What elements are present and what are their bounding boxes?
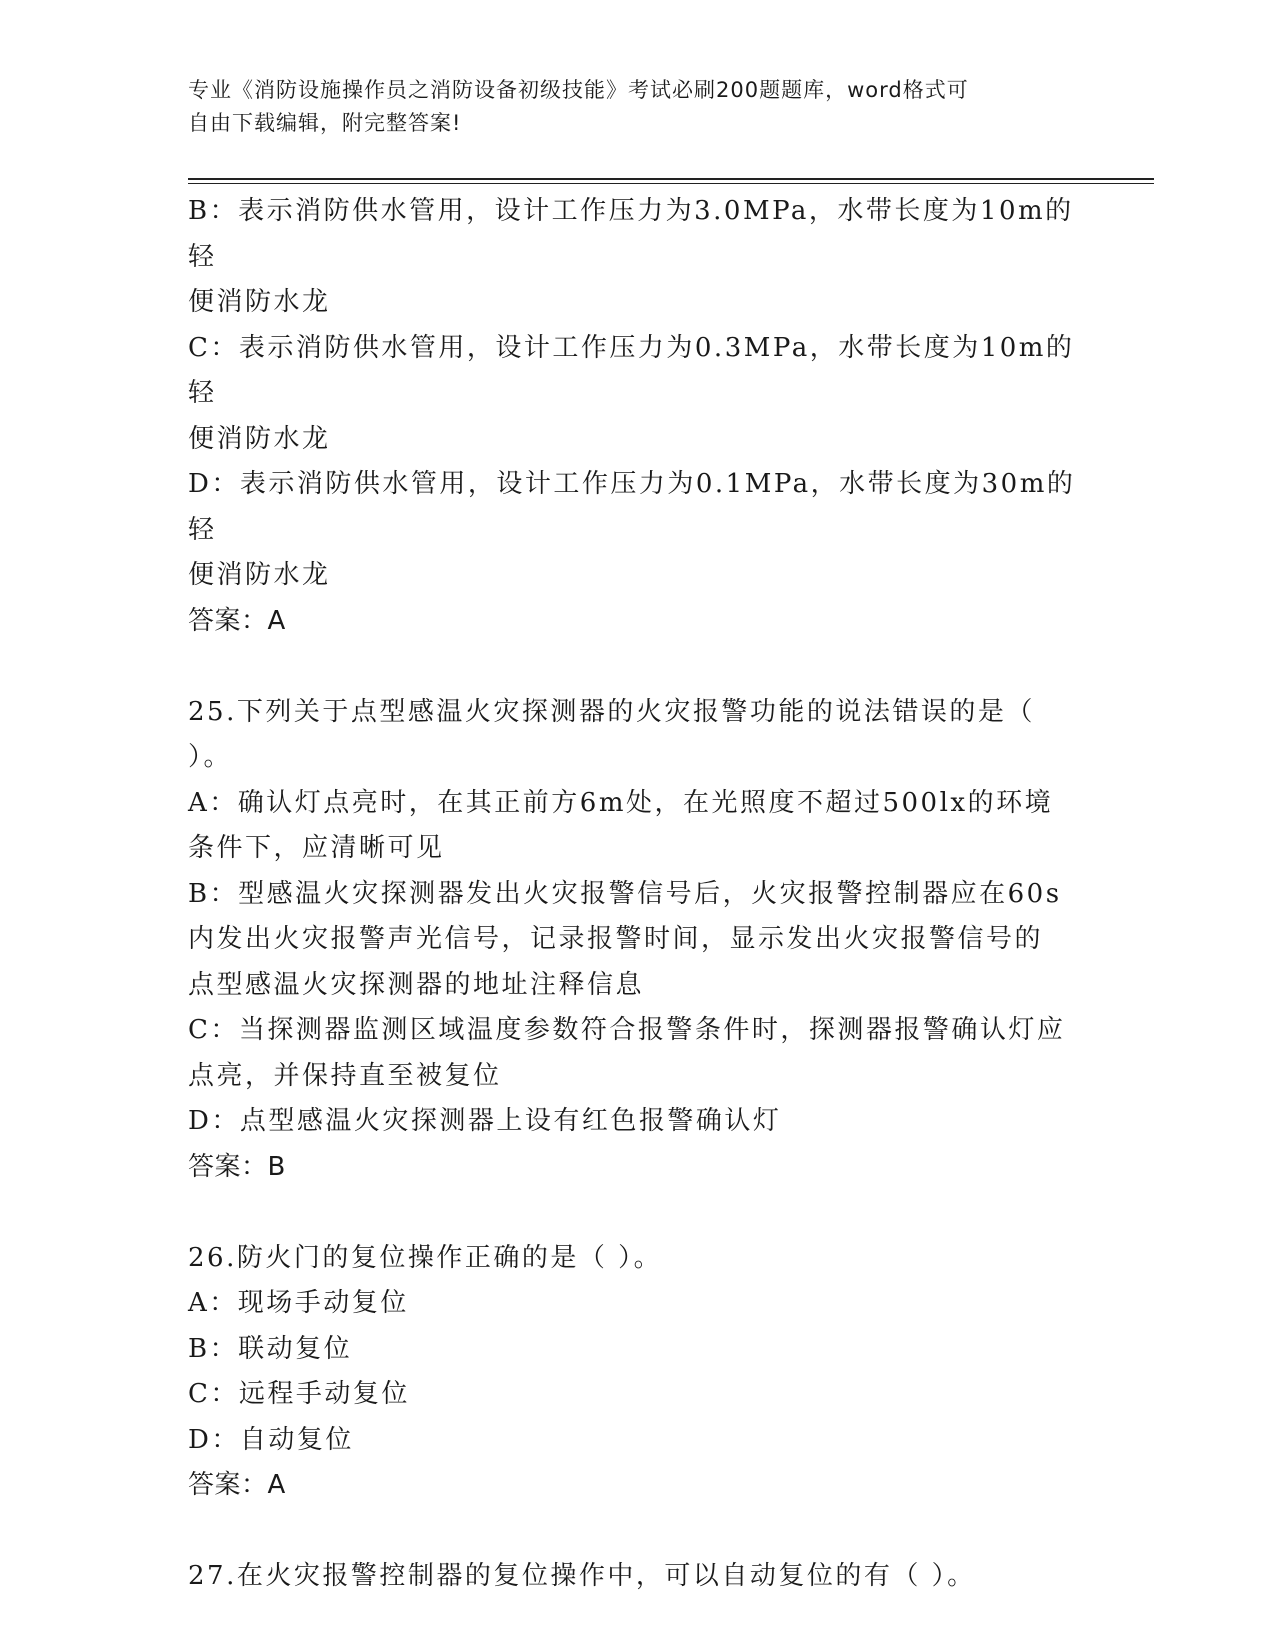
q25-option-a-line-2: 条件下，应清晰可见 — [188, 833, 445, 863]
spacer — [188, 1190, 1088, 1236]
q25-option-c-line-1: C：当探测器监测区域温度参数符合报警条件时，探测器报警确认灯应 — [188, 1015, 1066, 1045]
header-line-2: 自由下载编辑，附完整答案! — [188, 111, 462, 135]
prev-option-c-line-2: 便消防水龙 — [188, 423, 331, 454]
page-header — [188, 74, 1088, 140]
prev-option-b-line-2: 便消防水龙 — [188, 287, 331, 317]
spacer — [188, 1509, 1088, 1555]
q25-option-c-line-2: 点亮，并保持直至被复位 — [188, 1060, 502, 1091]
q26-option-a: A：现场手动复位 — [188, 1288, 409, 1318]
q26-stem: 26.防火门的复位操作正确的是（ ）。 — [188, 1242, 663, 1273]
q26-option-c: C：远程手动复位 — [188, 1379, 410, 1409]
prev-option-c-line-1: C：表示消防供水管用，设计工作压力为0.3MPa，水带长度为10m的轻 — [188, 332, 1075, 408]
q26-answer: 答案：A — [188, 1470, 286, 1500]
prev-option-d-line-1: D：表示消防供水管用，设计工作压力为0.1MPa，水带长度为30m的轻 — [188, 469, 1076, 545]
q25-option-b-line-2: 内发出火灾报警声光信号，记录报警时间，显示发出火灾报警信号的 — [188, 924, 1044, 954]
q27-stem: 27.在火灾报警控制器的复位操作中，可以自动复位的有（ ）。 — [188, 1561, 976, 1591]
spacer — [188, 644, 1088, 690]
q25-stem-line-2: ）。 — [188, 742, 233, 772]
q26-option-b: B：联动复位 — [188, 1333, 353, 1364]
q25-answer: 答案：B — [188, 1151, 286, 1182]
prev-option-d-line-2: 便消防水龙 — [188, 560, 331, 590]
header-divider-thin — [188, 183, 1154, 184]
q25-option-d: D：点型感温火灾探测器上设有红色报警确认灯 — [188, 1106, 782, 1136]
q25-option-b-line-1: B：型感温火灾探测器发出火灾报警信号后，火灾报警控制器应在60s — [188, 878, 1062, 909]
question-content — [188, 189, 1088, 1600]
q25-option-b-line-3: 点型感温火灾探测器的地址注释信息 — [188, 969, 645, 1000]
q25-stem-line-1: 25.下列关于点型感温火灾探测器的火灾报警功能的说法错误的是（ — [188, 696, 1035, 727]
header-divider-thick — [188, 178, 1154, 180]
prev-option-b-line-1: B：表示消防供水管用，设计工作压力为3.0MPa，水带长度为10m的轻 — [188, 196, 1074, 272]
q25-option-a-line-1: A：确认灯点亮时，在其正前方6m处，在光照度不超过500lx的环境 — [188, 787, 1054, 818]
prev-answer: 答案：A — [188, 605, 286, 636]
q26-option-d: D：自动复位 — [188, 1424, 354, 1455]
header-line-1: 专业《消防设施操作员之消防设备初级技能》考试必刷200题题库，word格式可 — [188, 78, 969, 102]
